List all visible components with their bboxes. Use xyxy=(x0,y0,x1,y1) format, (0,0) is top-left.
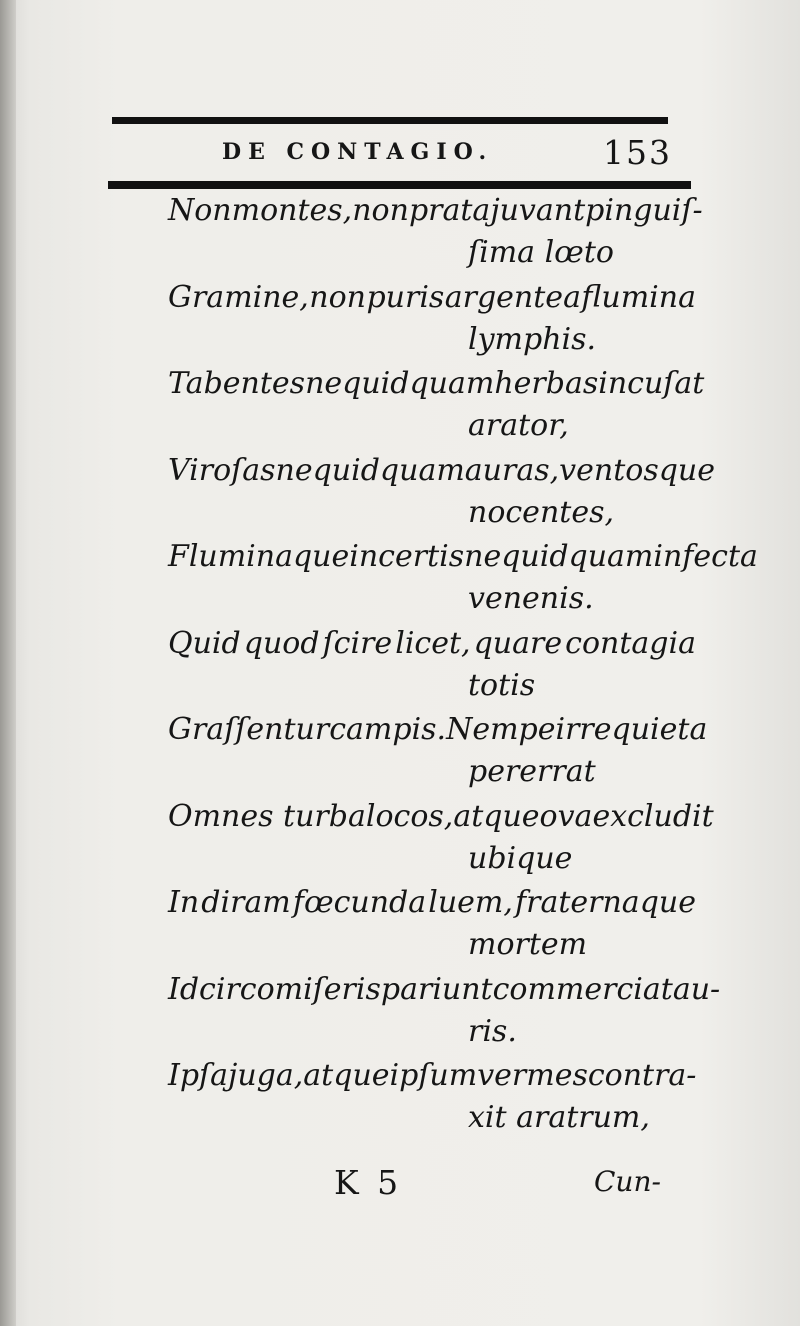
verse-line xyxy=(168,366,705,401)
verse-word: atque xyxy=(303,1058,390,1093)
verse-word: Nempe xyxy=(446,712,556,747)
signature-mark: K 5 xyxy=(334,1163,403,1202)
verse-word: puris xyxy=(366,280,445,315)
verse-word: locos, xyxy=(365,799,454,834)
verse-line xyxy=(168,626,696,661)
verse-word: ova xyxy=(539,799,593,834)
verse-turnover: nocentes, xyxy=(468,495,615,530)
verse-word: flumina xyxy=(581,280,696,315)
verse-word: ſcire xyxy=(322,626,393,661)
verse-word: Omnes turba xyxy=(168,799,366,834)
verse-turnover: xit aratrum, xyxy=(468,1100,650,1135)
verse-word: montes, xyxy=(231,193,353,228)
running-title: DE CONTAGIO. xyxy=(222,139,494,165)
verse-line xyxy=(168,453,715,488)
page-number: 153 xyxy=(603,133,672,172)
verse-word: atque xyxy=(453,799,540,834)
verse-word: vermes xyxy=(477,1058,588,1093)
verse-word: Graſſentur xyxy=(168,712,330,747)
verse-line xyxy=(168,1058,696,1093)
verse-line xyxy=(168,539,758,574)
verse-turnover: ris. xyxy=(468,1014,517,1049)
verse-word: commercia xyxy=(492,972,661,1007)
verse-word: non xyxy=(352,193,409,228)
verse-turnover: venenis. xyxy=(468,581,594,616)
verse-word: ventosque xyxy=(559,453,715,488)
verse-word: juvant xyxy=(490,193,586,228)
verse-turnover: pererrat xyxy=(468,754,596,789)
verse-word: prata xyxy=(408,193,491,228)
verse-word: non xyxy=(309,280,367,315)
verse-turnover: ſima lœto xyxy=(468,235,614,270)
verse-word: incuſat xyxy=(598,366,705,401)
verse-line xyxy=(168,712,708,747)
verse-turnover: arator, xyxy=(468,408,569,443)
verse-word: Viroſas xyxy=(168,453,276,488)
verse-word: Non xyxy=(168,193,232,228)
verse-word: fœcunda xyxy=(292,885,427,920)
page-footer xyxy=(0,1163,800,1213)
verse-word: nequidquam xyxy=(305,366,495,401)
verse-line xyxy=(168,280,696,315)
verse-turnover: mortem xyxy=(468,927,588,962)
verse-word: juga, xyxy=(228,1058,304,1093)
verse-word: miſeris xyxy=(274,972,381,1007)
header-rule-top xyxy=(112,117,668,124)
verse-line xyxy=(168,193,703,228)
verse-word: Ipſa xyxy=(168,1058,229,1093)
verse-word: In xyxy=(168,885,200,920)
verse-word: incertis xyxy=(349,539,465,574)
verse-line xyxy=(168,799,714,834)
page-header xyxy=(0,133,800,179)
verse-word: contra- xyxy=(587,1058,697,1093)
verse-word: irrequieta xyxy=(555,712,708,747)
verse-word: infecta xyxy=(653,539,758,574)
verse-word: licet, xyxy=(395,626,471,661)
verse-word: diram xyxy=(201,885,291,920)
verse-line xyxy=(168,972,721,1007)
verse-word: tau- xyxy=(660,972,721,1007)
page-gutter xyxy=(0,0,16,1326)
verse-word: nequidquam xyxy=(275,453,465,488)
verse-word: Idcirco xyxy=(168,972,275,1007)
verse-word: ipſum xyxy=(389,1058,478,1093)
verse-word: campis. xyxy=(329,712,447,747)
verse-word: Fluminaque xyxy=(168,539,350,574)
verse-word: contagia xyxy=(565,626,696,661)
verse-word: Tabentes xyxy=(168,366,306,401)
verse-word: luem, xyxy=(428,885,513,920)
verse-word: fraternaque xyxy=(515,885,696,920)
verse-word: herbas xyxy=(494,366,599,401)
verse-word: nequidquam xyxy=(464,539,654,574)
verse-line xyxy=(168,885,696,920)
verse-word: quod xyxy=(243,626,320,661)
catchword: Cun- xyxy=(594,1165,661,1198)
verse-turnover: totis xyxy=(468,668,536,703)
verse-word: argentea xyxy=(444,280,581,315)
header-rule-bottom xyxy=(108,181,691,189)
verse-word: auras, xyxy=(464,453,560,488)
verse-word: pariunt xyxy=(380,972,493,1007)
verse-word: pinguiſ- xyxy=(585,193,703,228)
verse-word: excludit xyxy=(592,799,714,834)
verse-turnover: lymphis. xyxy=(468,322,597,357)
verse-word: quare xyxy=(473,626,563,661)
verse-word: Quid xyxy=(168,626,241,661)
verse-word: Gramine, xyxy=(168,280,309,315)
verse-turnover: ubique xyxy=(468,841,573,876)
